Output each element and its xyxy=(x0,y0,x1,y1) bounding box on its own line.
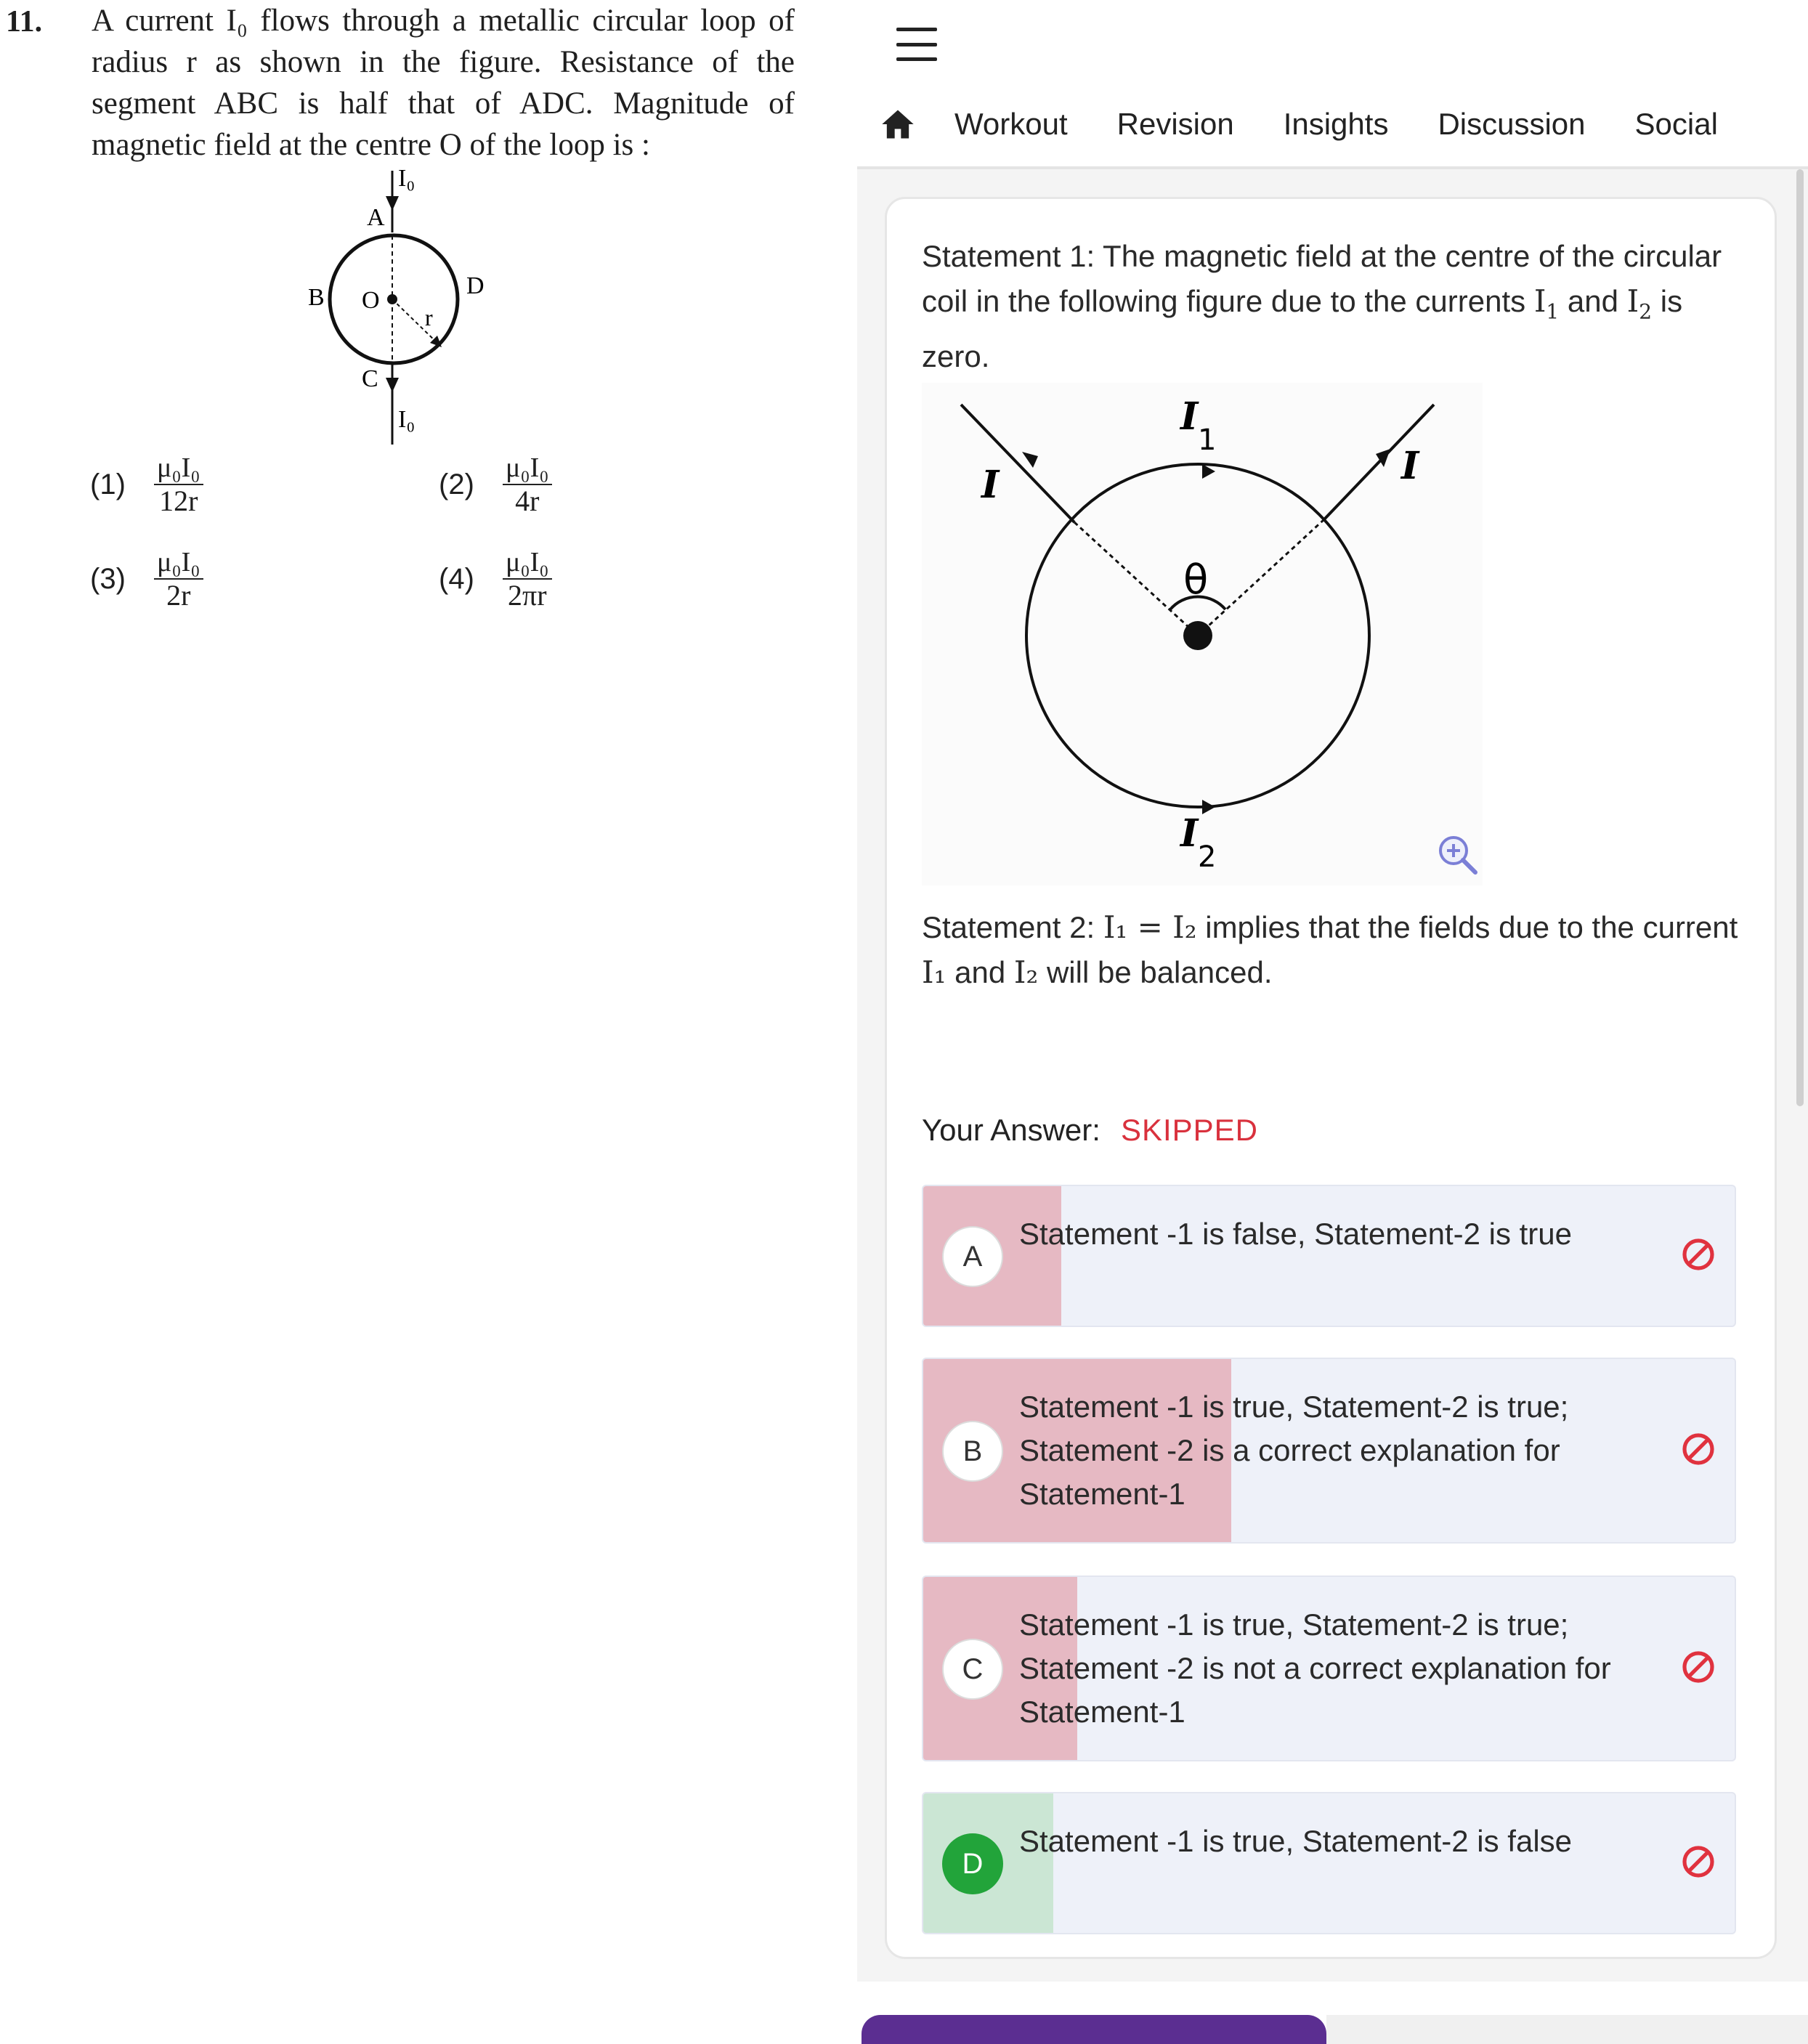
ban-icon xyxy=(1681,1650,1716,1684)
zoom-in-icon[interactable] xyxy=(1436,833,1480,877)
hamburger-menu-icon[interactable] xyxy=(896,28,937,61)
option-3: (3) $\frac{\text{μ₀I₀}}{2r}$ xyxy=(90,546,203,612)
loop-figure xyxy=(276,160,508,450)
current-label-top: I₀ xyxy=(398,165,415,192)
statement-1: Statement 1: The magnetic field at the centre of the circular coil in the following figure due to the currents $I_1$ and $I_2$ is zero. xyxy=(922,239,1722,374)
answer-status: SKIPPED xyxy=(1120,1113,1259,1147)
option-a-text: Statement -1 is false, Statement-2 is true xyxy=(1019,1217,1573,1251)
ban-icon xyxy=(1681,1432,1716,1467)
your-answer: Your Answer: SKIPPED xyxy=(922,1113,1259,1147)
tab-discussion[interactable]: Discussion xyxy=(1438,107,1586,141)
option-card-b[interactable] xyxy=(922,1358,1736,1544)
I-left-label: I xyxy=(981,463,1000,507)
label-A: A xyxy=(367,204,385,231)
home-icon[interactable] xyxy=(879,105,917,143)
tab-workout[interactable]: Workout xyxy=(954,107,1068,141)
label-O: O xyxy=(362,287,380,314)
label-r: r xyxy=(425,304,433,330)
tab-social[interactable]: Social xyxy=(1634,107,1718,141)
I1-sub: 1 xyxy=(1198,423,1217,457)
option-d-circle: D xyxy=(942,1833,1003,1894)
label-C: C xyxy=(362,365,378,392)
I1-label: I xyxy=(1180,394,1199,439)
bottom-action-bar[interactable] xyxy=(862,2015,1326,2044)
label-D: D xyxy=(466,272,485,299)
question-panel xyxy=(0,0,857,2031)
question-card xyxy=(885,197,1777,1959)
option-card-c[interactable] xyxy=(922,1575,1736,1761)
option-4: (4) $\frac{\text{μ₀I₀}}{2\pi r}$ xyxy=(439,546,552,612)
nav-bar xyxy=(879,102,1718,147)
option-a-circle: A xyxy=(942,1226,1003,1287)
ban-icon xyxy=(1681,1844,1716,1879)
option-c-text: Statement -1 is true, Statement-2 is true; Statement -2 is not a correct explanation for Statement-1 xyxy=(1019,1607,1611,1729)
question-number: 11. xyxy=(6,5,43,38)
I2-label: I xyxy=(1180,811,1199,856)
option-card-d[interactable] xyxy=(922,1792,1736,1934)
bottom-bar-track xyxy=(1326,2015,1808,2044)
ban-icon xyxy=(1681,1237,1716,1272)
option-1: (1) $\frac{\text{μ₀I₀}}{12r}$ xyxy=(90,452,203,517)
scrollbar[interactable] xyxy=(1796,169,1804,1106)
option-b-circle: B xyxy=(942,1421,1003,1482)
question-text: A current I₀ flows through a metallic circular loop of radius r as shown in the figure. Resistance of the segment ABC is half that of ADC. Magnitude of magnetic field at the centre O of the loop is : xyxy=(92,4,795,162)
option-card-a[interactable] xyxy=(922,1185,1736,1327)
current-label-bottom: I₀ xyxy=(398,406,415,433)
coil-figure xyxy=(922,383,1483,885)
option-b-text: Statement -1 is true, Statement-2 is true; Statement -2 is a correct explanation for Statement-1 xyxy=(1019,1390,1569,1511)
label-B: B xyxy=(308,284,325,311)
statement-2: Statement 2: I₁ = I₂ implies that the fields due to the current I₁ and I₂ will be balanced. xyxy=(922,909,1738,990)
I-right-label: I xyxy=(1401,444,1419,488)
tab-revision[interactable]: Revision xyxy=(1116,107,1234,141)
tab-insights[interactable]: Insights xyxy=(1283,107,1389,141)
I2-sub: 2 xyxy=(1198,840,1217,874)
theta-label: θ xyxy=(1183,556,1209,604)
option-2: (2) $\frac{\text{μ₀I₀}}{4r}$ xyxy=(439,452,552,517)
app-panel xyxy=(857,0,1808,2031)
option-c-circle: C xyxy=(942,1639,1003,1700)
option-d-text: Statement -1 is true, Statement-2 is false xyxy=(1019,1824,1573,1858)
